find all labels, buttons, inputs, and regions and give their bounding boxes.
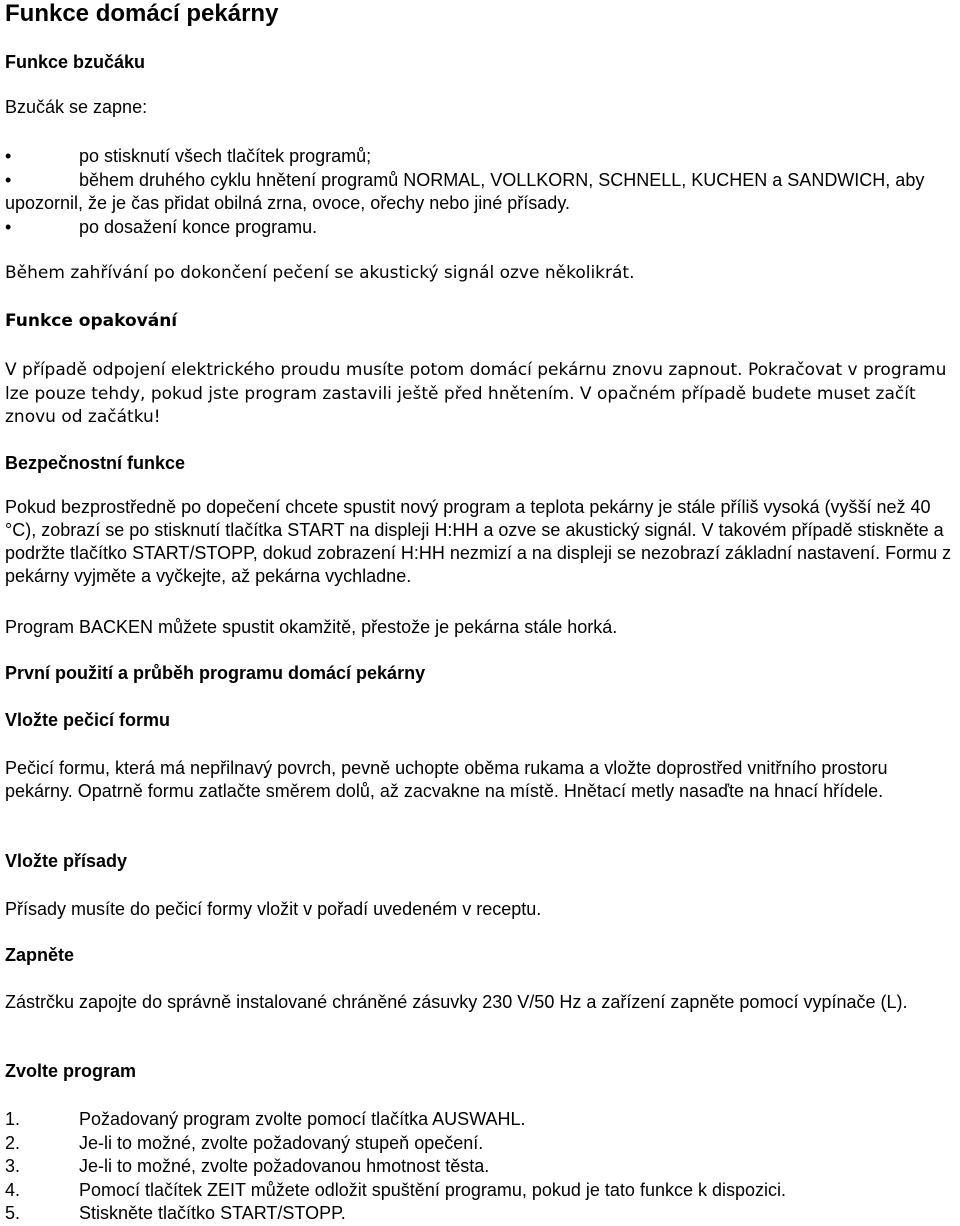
bullet-marker: • bbox=[5, 146, 12, 166]
step-number: 3. bbox=[5, 1156, 21, 1176]
step-number: 5. bbox=[5, 1203, 21, 1223]
safety-text: Pokud bezprostředně po dopečení chcete spustit nový program a teplota pekárny je stále příliš vysoká (vyšší než 40 °C), zobrazí se po stisknutí tlačítka START na displeji H:HH a ozve se akustický signál. V takovém případě stiskněte a podržte tlačítko START/STOPP, dokud zobrazení H:HH nezmizí a na displeji se nezobrazí základní nastavení. Formu z pekárny vyjměte a vyčkejte, až pekárna vychladne. bbox=[5, 497, 952, 586]
safety-backen: Program BACKEN můžete spustit okamžitě, přestože je pekárna stále horká. bbox=[5, 617, 618, 637]
program-heading: Zvolte program bbox=[5, 1061, 137, 1081]
step-number: 4. bbox=[5, 1179, 21, 1200]
switch-on-heading: Zapněte bbox=[5, 945, 75, 965]
insert-form-heading: Vložte pečicí formu bbox=[5, 710, 171, 730]
first-use-heading: První použití a průběh programu domácí pekárny bbox=[5, 663, 426, 683]
insert-form-text: Pečicí formu, která má nepřilnavý povrch, pevně uchopte oběma rukama a vložte doprostřed vnitřního prostoru pekárny. Opatrně formu zatlačte směrem dolů, až zacvakne na místě. Hnětací metly nasaďte na hnací hřídele. bbox=[5, 758, 888, 801]
buzzer-intro: Bzučák se zapne: bbox=[5, 97, 148, 117]
buzzer-heading: Funkce bzučáku bbox=[5, 52, 146, 72]
repeat-text: V případě odpojení elektrického proudu musíte potom domácí pekárnu znovu zapnout. Pokračovat v programu lze pouze tehdy, pokud jste program zastavili ještě před hnětením. V opačném případě budete muset začít znovu od začátku! bbox=[5, 360, 947, 427]
program-steps bbox=[5, 1108, 956, 1226]
safety-heading: Bezpečnostní funkce bbox=[5, 453, 186, 473]
switch-on-text: Zástrčku zapojte do správně instalované chráněné zásuvky 230 V/50 Hz a zařízení zapněte pomocí vypínače (L). bbox=[5, 992, 908, 1012]
buzzer-list bbox=[5, 145, 956, 239]
list-item: 1. Požadovaný program zvolte pomocí tlačítka AUSWAHL. bbox=[5, 1108, 956, 1132]
bullet-marker: • bbox=[5, 216, 12, 237]
buzzer-note: Během zahřívání po dokončení pečení se akustický signál ozve několikrát. bbox=[5, 263, 635, 283]
list-item: • během druhého cyklu hnětení programů NORMAL, VOLLKORN, SCHNELL, KUCHEN a SANDWICH, aby upozornil, že je čas přidat obilná zrna, ovoce, ořechy nebo jiné přísady. bbox=[5, 169, 925, 213]
list-item: • po dosažení konce programu. bbox=[5, 216, 956, 240]
ingredients-text: Přísady musíte do pečicí formy vložit v pořadí uvedeném v receptu. bbox=[5, 899, 542, 919]
page-title: Funkce domácí pekárny bbox=[5, 0, 279, 27]
repeat-heading: Funkce opakování bbox=[5, 311, 178, 331]
list-item: 3. Je-li to možné, zvolte požadovanou hmotnost těsta. bbox=[5, 1155, 956, 1179]
list-item: • po stisknutí všech tlačítek programů; bbox=[5, 145, 956, 169]
bullet-marker: • bbox=[5, 169, 12, 190]
list-item: 2. Je-li to možné, zvolte požadovaný stupeň opečení. bbox=[5, 1132, 956, 1156]
list-item: 4. Pomocí tlačítek ZEIT můžete odložit spuštění programu, pokud je tato funkce k dispozici. bbox=[5, 1179, 956, 1203]
list-item: 5. Stiskněte tlačítko START/STOPP. bbox=[5, 1202, 956, 1226]
step-number: 2. bbox=[5, 1132, 21, 1153]
step-number: 1. bbox=[5, 1109, 21, 1129]
ingredients-heading: Vložte přísady bbox=[5, 851, 128, 871]
